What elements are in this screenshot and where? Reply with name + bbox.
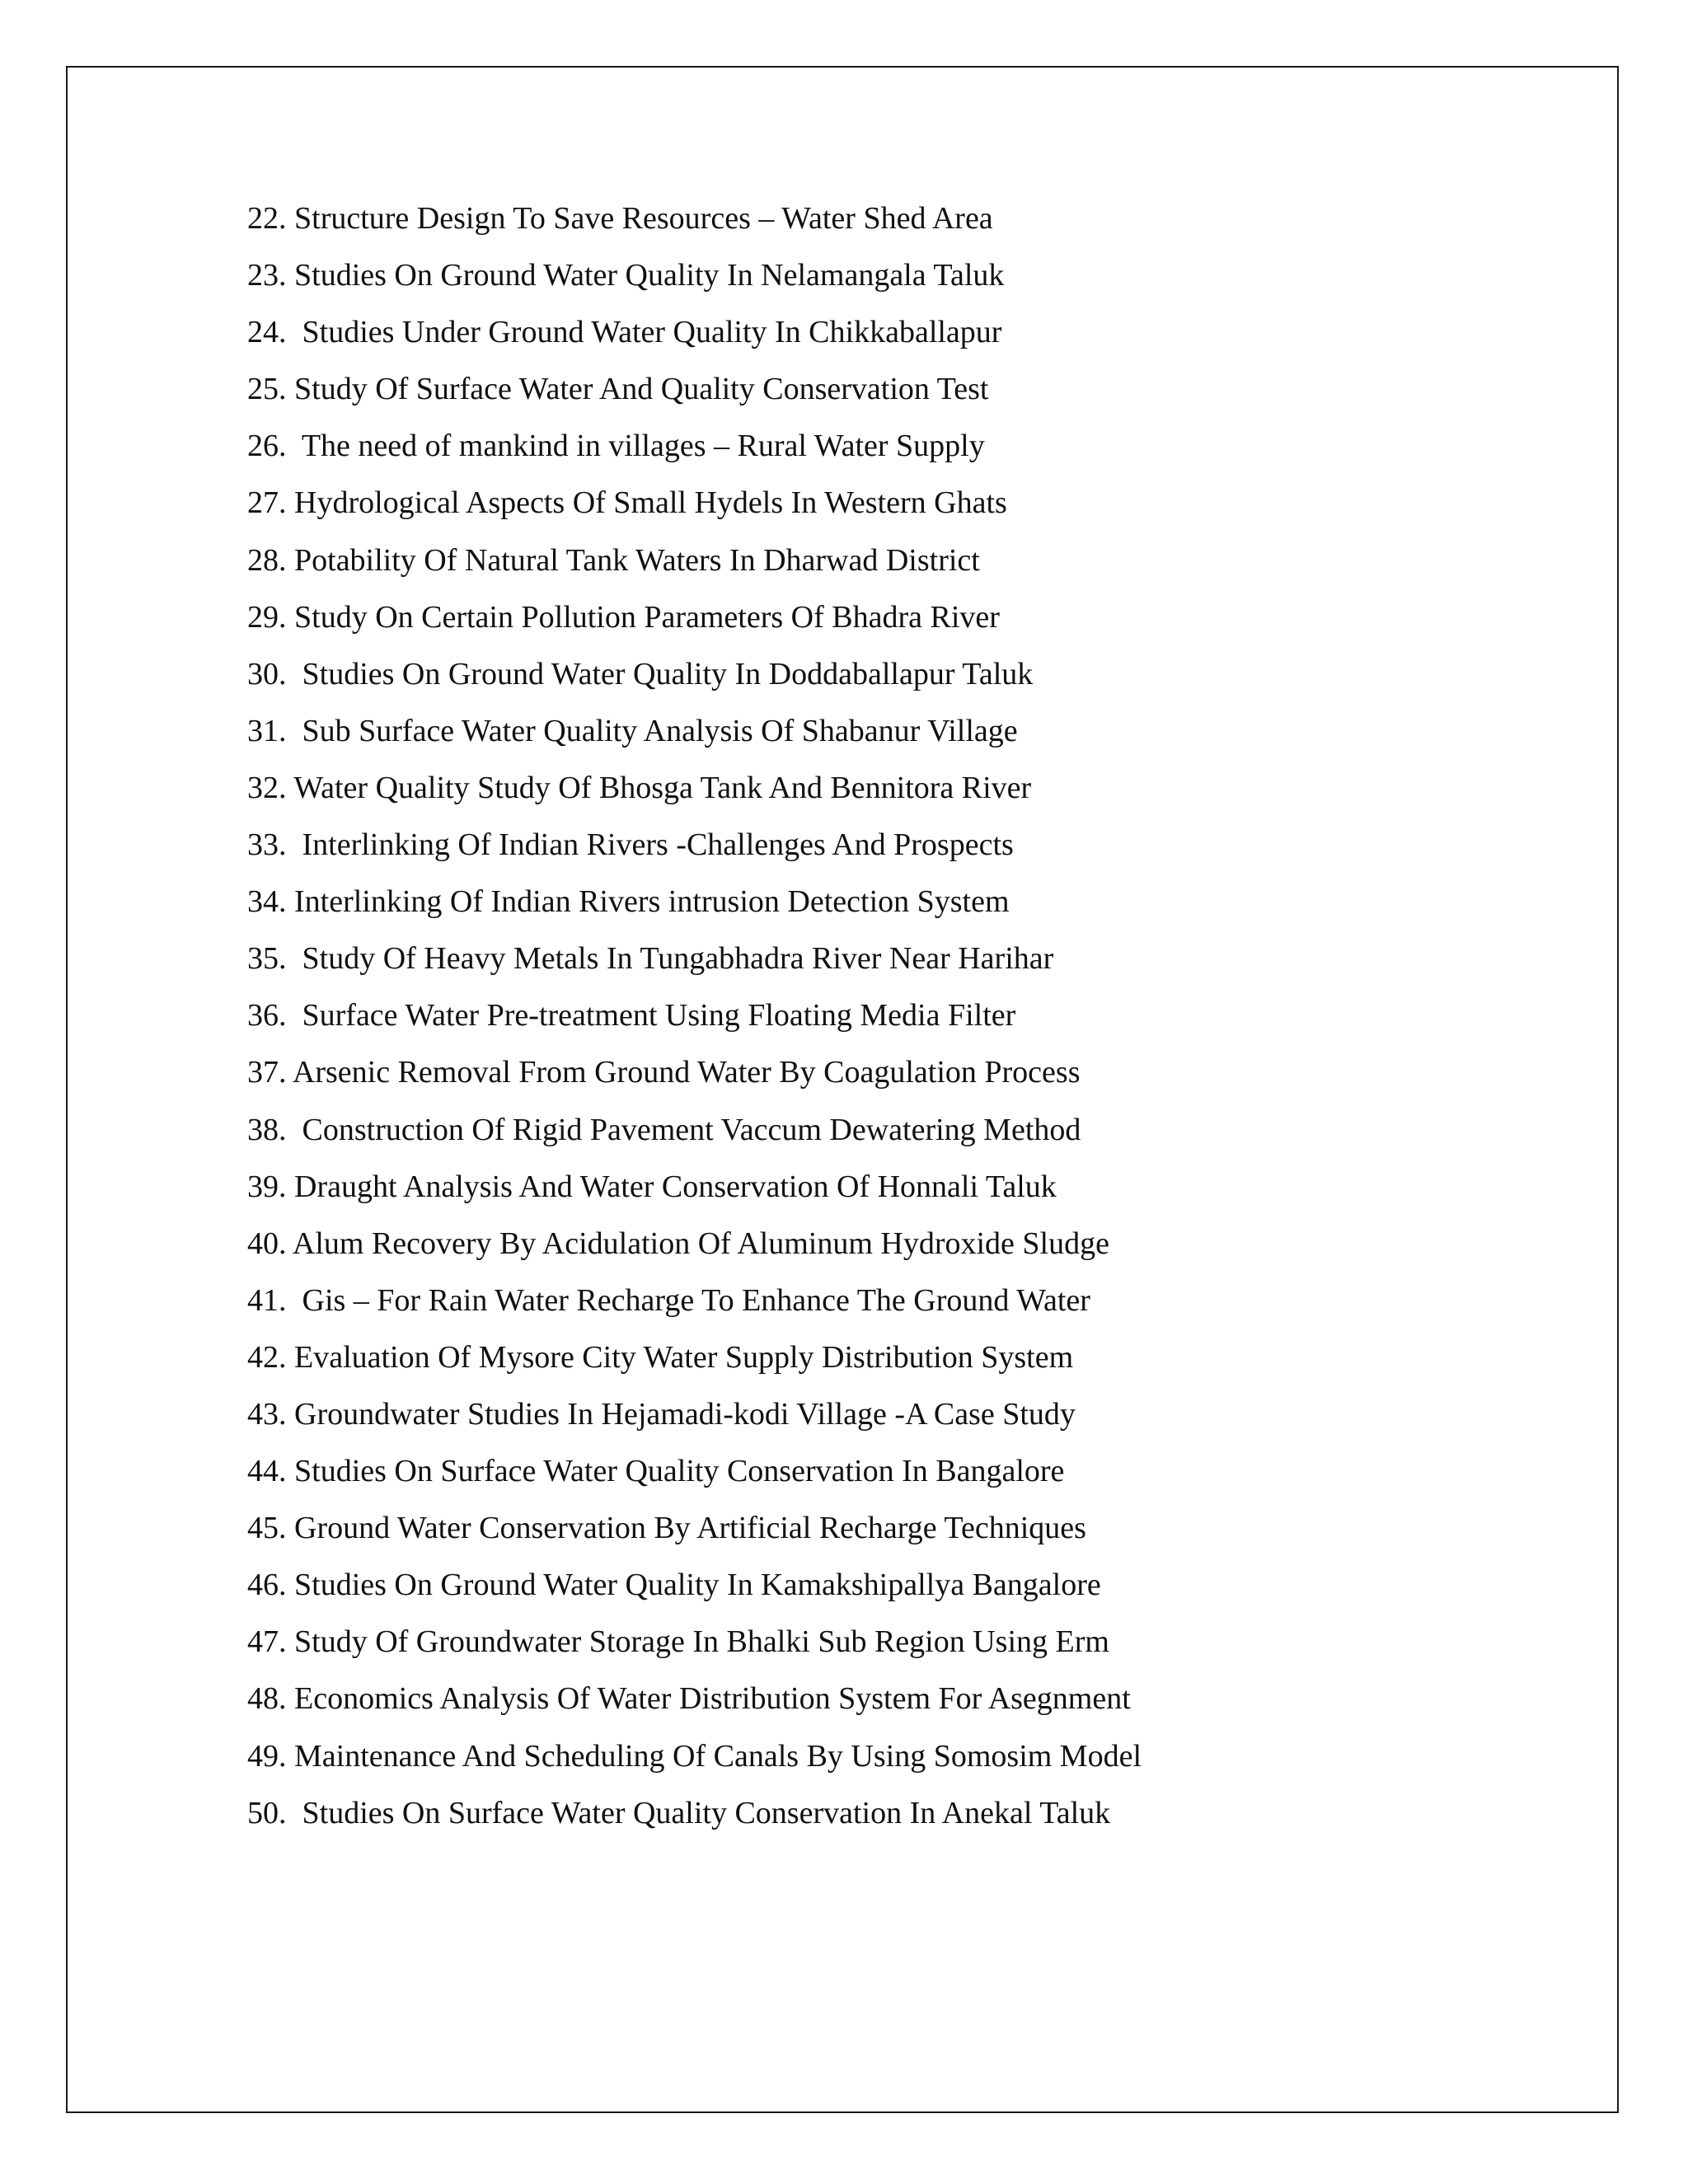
list-item: 42. Evaluation Of Mysore City Water Supply Distribution System [247, 1339, 1074, 1375]
list-item: 41. Gis – For Rain Water Recharge To Enhance The Ground Water [247, 1282, 1090, 1318]
list-item: 50. Studies On Surface Water Quality Conservation In Anekal Taluk [247, 1795, 1111, 1830]
list-item: 45. Ground Water Conservation By Artificial Recharge Techniques [247, 1511, 1086, 1546]
list-item: 27. Hydrological Aspects Of Small Hydels In Western Ghats [247, 485, 1007, 521]
list-item: 44. Studies On Surface Water Quality Conservation In Bangalore [247, 1454, 1065, 1489]
list-item: 39. Draught Analysis And Water Conservation Of Honnali Taluk [247, 1169, 1057, 1204]
list-item: 30. Studies On Ground Water Quality In Doddaballapur Taluk [247, 656, 1034, 691]
list-item: 48. Economics Analysis Of Water Distribution System For Asegnment [247, 1681, 1131, 1717]
list-item: 24. Studies Under Ground Water Quality In Chikkaballapur [247, 315, 1002, 350]
list-item: 26. The need of mankind in villages – Rural Water Supply [247, 429, 985, 464]
list-item: 34. Interlinking Of Indian Rivers intrusion Detection System [247, 884, 1010, 920]
list-item: 32. Water Quality Study Of Bhosga Tank And Bennitora River [247, 770, 1032, 805]
list-item: 43. Groundwater Studies In Hejamadi-kodi Village -A Case Study [247, 1396, 1076, 1432]
list-item: 36. Surface Water Pre-treatment Using Floating Media Filter [247, 998, 1016, 1033]
list-item: 22. Structure Design To Save Resources – Water Shed Area [247, 201, 993, 236]
list-item: 33. Interlinking Of Indian Rivers -Challenges And Prospects [247, 827, 1014, 863]
list-item: 23. Studies On Ground Water Quality In Nelamangala Taluk [247, 258, 1005, 293]
list-item: 37. Arsenic Removal From Ground Water By Coagulation Process [247, 1055, 1081, 1090]
list-item: 40. Alum Recovery By Acidulation Of Aluminum Hydroxide Sludge [247, 1226, 1109, 1261]
list-item: 31. Sub Surface Water Quality Analysis Of Shabanur Village [247, 713, 1018, 748]
list-item: 25. Study Of Surface Water And Quality Conservation Test [247, 372, 989, 407]
list-item: 29. Study On Certain Pollution Parameters Of Bhadra River [247, 599, 1000, 635]
list-item: 47. Study Of Groundwater Storage In Bhalki Sub Region Using Erm [247, 1624, 1109, 1660]
list-item: 49. Maintenance And Scheduling Of Canals By Using Somosim Model [247, 1738, 1142, 1774]
list-item: 35. Study Of Heavy Metals In Tungabhadra River Near Harihar [247, 941, 1054, 977]
list-item: 38. Construction Of Rigid Pavement Vaccum Dewatering Method [247, 1112, 1081, 1147]
list-item: 28. Potability Of Natural Tank Waters In Dharwad District [247, 542, 980, 578]
project-topic-list [247, 194, 1142, 1845]
list-item: 46. Studies On Ground Water Quality In Kamakshipallya Bangalore [247, 1568, 1101, 1603]
